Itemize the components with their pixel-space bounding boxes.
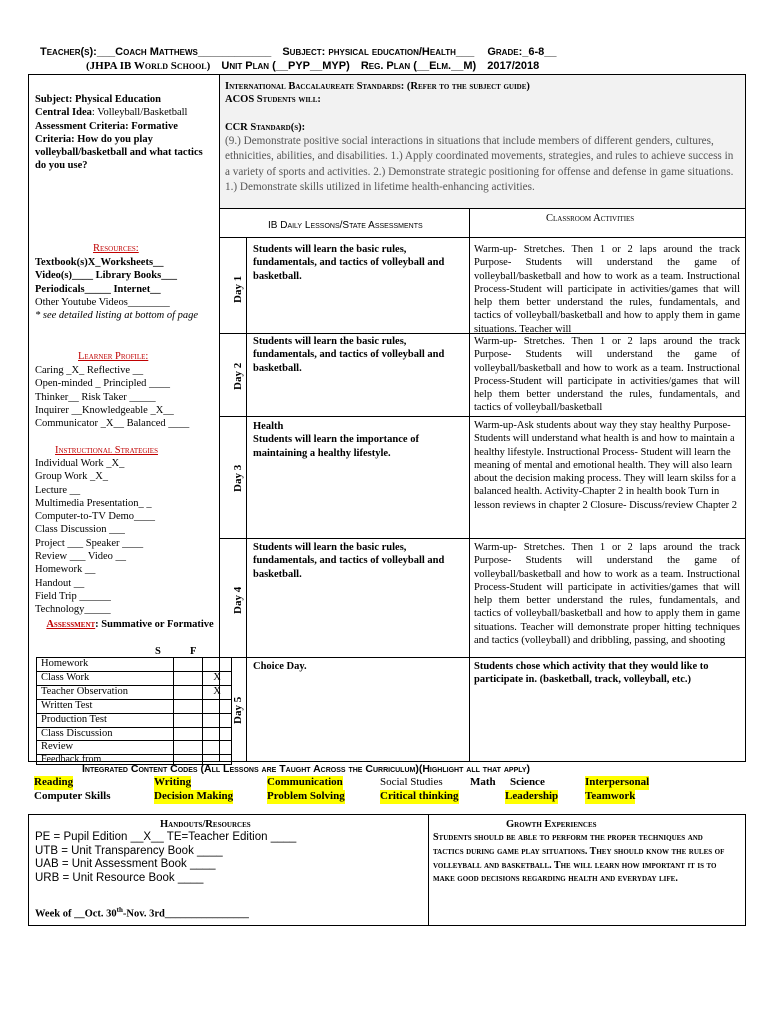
ccr-label: CCR Standard(s): (225, 122, 306, 133)
code-social-studies: Social Studies (380, 776, 443, 788)
table-row: Review (37, 741, 232, 755)
handouts-list: PE = Pupil Edition __X__ TE=Teacher Edition ____ UTB = Unit Transparency Book ____ UAB = Unit Assessment Book ____ URB = Unit Resource Book ____ (35, 831, 297, 884)
week-of: Week of __Oct. 30th-Nov. 3rd________________ (35, 906, 249, 920)
criteria-question: Criteria: How do you play volleyball/basketball and what tactics do you use? (35, 133, 203, 172)
resources-list: Textbook(s)X_Worksheets__ Video(s)____ Library Books___ Periodicals_____ Internet__ Other Youtube Videos________ * see detailed listing at bottom of page (35, 257, 199, 322)
code-reading: Reading (34, 776, 74, 788)
integrated-row-1 (34, 776, 754, 790)
day-5-lesson: Choice Day. (253, 661, 307, 672)
table-row: Class Discussion (37, 727, 232, 741)
table-row: Production Test (37, 713, 232, 727)
growth-title: Growth Experiences (506, 819, 597, 830)
day-3-label: Day 3 (232, 464, 244, 492)
acos-label: ACOS Students will: (225, 94, 321, 105)
subject-line: Subject: Physical Education (35, 94, 162, 105)
day-1-label: Day 1 (232, 275, 244, 303)
formative-col-label: F (190, 646, 197, 657)
code-decision-making: Decision Making (154, 790, 234, 802)
reg-plan-field: Reg. Plan (__Elm.__M) (360, 60, 477, 72)
code-science: Science (510, 776, 545, 788)
assessment-title: Assessment: Summative or Formative (46, 619, 214, 630)
teacher-field: Teacher(s):___Coach Matthews____________ (40, 46, 272, 58)
learner-profile-list: Caring _X_ Reflective __ Open-minded _ Principled ____ Thinker__ Risk Taker _____ Inquirer __Knowledgeable _X__ Communicator _X__ Balanced ____ (35, 365, 190, 430)
day-5-activity: Students chose which activity that they would like to participate in. (basketball, track, volleyball, etc.) (474, 661, 709, 686)
year-field: 2017/2018 (487, 60, 540, 72)
code-interpersonal: Interpersonal (585, 776, 650, 788)
day-2-label: Day 2 (232, 362, 244, 390)
day-4-lesson: Students will learn the basic rules, fundamentals, and tactics of volleyball and basketball. (253, 542, 445, 580)
assessment-table (36, 657, 232, 765)
day-4-activity: Warm-up- Stretches. Then 1 or 2 laps around the track Purpose- Students will understand the game of volleyball/basketball and how to work as a team. Instructional Process-Student will participate in activities/games that will help them better understand the rules, fundamentals, and tactics of volleyball/basketball and how to apply them in game situations. Teacher will demonstrate proper hitting techniques and tactics (volleyball) and dribbling, passing, and shooting (474, 542, 740, 647)
day-5-label: Day 5 (232, 696, 244, 724)
header-line-1 (40, 46, 556, 58)
code-leadership: Leadership (505, 790, 559, 802)
day-1-activity: Warm-up- Stretches. Then 1 or 2 laps around the track Purpose- Students will understand the game of volleyball/basketball and how to work as a team. Instructional Process-Student will participate in activities/games that will help them better understand the rules, fundamentals, and tactics of volleyball/basketball and how to apply them in game situations. Teacher will (474, 244, 740, 333)
table-row: Teacher Observation X (37, 685, 232, 699)
standards-text: (9.) Demonstrate positive social interactions in situations that include members of different genders, cultures, ethnicities, abilities, and disabilities. 1.) Apply coordinated movements, strategies, and rules to achieve success in a variety of sports and activities. 2.) Demonstrate strategic positioning for offense and defense in game situations. 1.) Demonstrate skills utilized in lifetime health-enhancing activities. (225, 135, 734, 193)
strategies-title: Instructional Strategies (55, 445, 158, 456)
day-2-activity: Warm-up- Stretches. Then 1 or 2 laps around the track Purpose- Students will understand the game of volleyball/basketball and how to work as a team. Instructional Process-Student will participate in activities/games that will help them better understand the rules, fundamentals, and tactics of volleyball/basketball (474, 336, 740, 414)
code-problem-solving: Problem Solving (267, 790, 345, 802)
code-math: Math (470, 776, 496, 788)
central-idea: Central Idea: Volleyball/Basketball (35, 107, 188, 119)
table-row: Class Work X (37, 671, 232, 685)
code-teamwork: Teamwork (585, 790, 636, 802)
table-row: Homework (37, 658, 232, 672)
code-critical-thinking: Critical thinking (380, 790, 459, 802)
day-4-label: Day 4 (232, 586, 244, 614)
assessment-criteria: Assessment Criteria: Formative (35, 120, 178, 132)
handouts-title: Handouts/Resources (160, 819, 251, 830)
code-communication: Communication (267, 776, 343, 788)
grade-field: Grade:_6-8__ (487, 46, 557, 58)
subject-field: Subject: physical education/Health___ (282, 46, 475, 58)
subject-info (35, 93, 215, 173)
ib-standards-title: International Baccalaureate Standards: (Refer to the subject guide) (225, 81, 530, 92)
resources-title: Resources: (93, 243, 139, 254)
day-3-lesson: Health Students will learn the importance of maintaining a healthy lifestyle. (253, 421, 419, 459)
code-writing: Writing (154, 776, 192, 788)
day-3-activity: Warm-up-Ask students about way they stay healthy Purpose- Students will understand what health is and how to maintain a healthy lifestyle. Instructional Process- Student will learn the meaning of mental and emotional health. They will also learn about the decision making process. They will learn skilss for a balanced health. Activity-Chapter 2 in health book Turn in lesson reviews in chapter 2 Closure- Discuss/review Chapter 2 (474, 420, 738, 511)
integrated-row-2 (34, 790, 754, 804)
daily-lessons-header: IB Daily Lessons/State Assessments (268, 220, 423, 231)
code-computer-skills: Computer Skills (34, 790, 111, 802)
summative-col-label: S (155, 646, 161, 657)
unit-plan-field: Unit Plan (__PYP__MYP) (221, 60, 350, 72)
table-row: Written Test (37, 699, 232, 713)
integrated-title: Integrated Content Codes (All Lessons are Taught Across the Curriculum)(Highlight all that apply) (82, 763, 531, 775)
learner-profile-title: Learner Profile: (78, 351, 149, 362)
header-line-2 (86, 60, 539, 72)
day-2-lesson: Students will learn the basic rules, fundamentals, and tactics of volleyball and basketball. (253, 336, 445, 374)
school-field: (JHPA IB World School) (86, 60, 211, 72)
table-row: Feedback from (37, 755, 232, 765)
strategies-list: Individual Work _X_ Group Work _X_ Lecture __ Multimedia Presentation_ _ Computer-to-TV Demo____ Class Discussion ___ Project ___ Speaker ____ Review ___ Video __ Homework __ Handout __ Field Trip ______ Technology_____ (35, 458, 156, 616)
growth-text: Students should be able to perform the proper techniques and tactics during game play situations. They should know the rules of volleyball and basketball. The will learn how important it is to make good decisions regarding health and everyday life. (433, 832, 725, 885)
day-1-lesson: Students will learn the basic rules, fundamentals, and tactics of volleyball and basketball. (253, 244, 445, 282)
classroom-activities-header: Classroom Activities (546, 213, 635, 224)
